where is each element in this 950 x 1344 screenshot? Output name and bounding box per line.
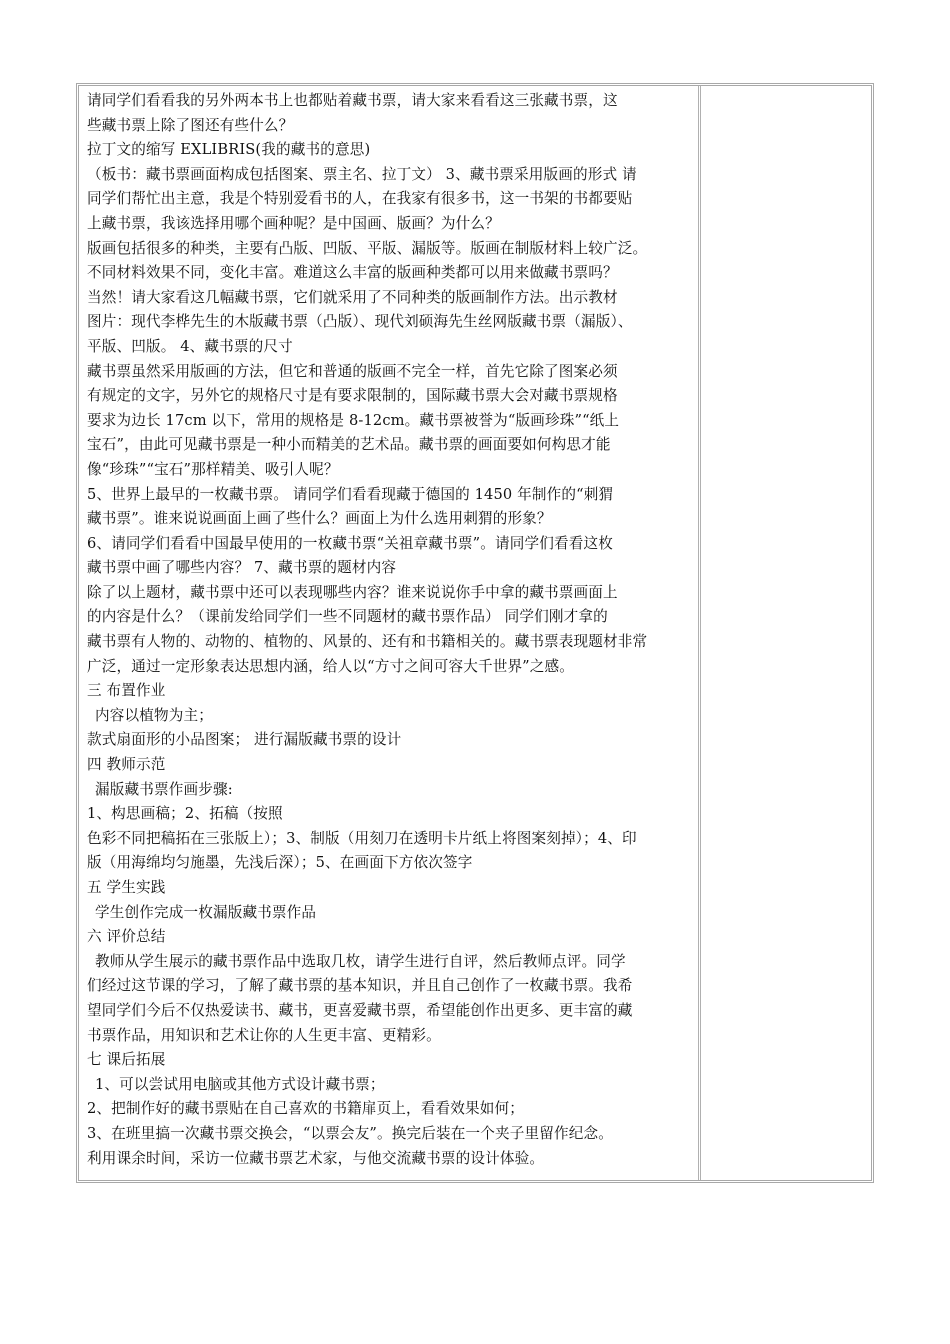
notes-cell <box>704 89 868 1177</box>
text-line: 藏书票中画了哪些内容？ 7、藏书票的题材内容 <box>87 559 397 577</box>
text-line: 不同材料效果不同，变化丰富。难道这么丰富的版画种类都可以用来做藏书票吗？ <box>87 264 618 282</box>
text-line: 款式扇面形的小品图案； 进行漏版藏书票的设计 <box>87 731 402 749</box>
text-line: 内容以植物为主； <box>95 706 213 724</box>
text-line: 藏书票”。谁来说说画面上画了些什么？画面上为什么选用刺猬的形象？ <box>87 510 552 528</box>
text-line: 要求为边长 17cm 以下，常用的规格是 8-12cm。藏书票被誉为“版画珍珠”“纸上 <box>87 411 620 429</box>
text-line: 学生创作完成一枚漏版藏书票作品 <box>95 903 317 921</box>
text-line: 6、请同学们看看中国最早使用的一枚藏书票“关祖章藏书票”。请同学们看看这枚 <box>87 534 613 552</box>
lesson-table <box>76 83 874 1183</box>
text-line: 1、构思画稿；2、拓稿（按照 <box>87 805 283 823</box>
text-line: 请同学们看看我的另外两本书上也都贴着藏书票，请大家来看看这三张藏书票，这 <box>87 92 618 109</box>
text-line: 六 评价总结 <box>87 928 166 946</box>
text-line: 版画包括很多的种类，主要有凸版、凹版、平版、漏版等。版画在制版材料上较广泛。 <box>87 239 648 257</box>
text-line: 教师从学生展示的藏书票作品中选取几枚，请学生进行自评，然后教师点评。同学 <box>95 952 626 970</box>
column-divider <box>698 86 701 1180</box>
text-line: 藏书票虽然采用版画的方法，但它和普通的版画不完全一样，首先它除了图案必须 <box>87 362 618 380</box>
text-line: 三 布置作业 <box>87 682 166 700</box>
text-line: 七 课后拓展 <box>87 1051 166 1069</box>
text-line: 拉丁文的缩写 EXLIBRIS(我的藏书的意思) <box>87 141 371 159</box>
text-line: 当然！请大家看这几幅藏书票，它们就采用了不同种类的版画制作方法。出示教材 <box>87 288 618 306</box>
text-line: 1、可以尝试用电脑或其他方式设计藏书票； <box>95 1075 385 1093</box>
text-line: 版（用海绵均匀施墨，先浅后深）；5、在画面下方依次签字 <box>87 854 473 872</box>
lesson-content-cell <box>87 89 689 1171</box>
text-line: 宝石”，由此可见藏书票是一种小而精美的艺术品。藏书票的画面要如何构思才能 <box>87 436 611 454</box>
text-line: 藏书票有人物的、动物的、植物的、风景的、还有和书籍相关的。藏书票表现题材非常 <box>87 633 648 651</box>
text-line: 色彩不同把稿拓在三张版上）；3、制版（用刻刀在透明卡片纸上将图案刻掉）；4、印 <box>87 829 637 847</box>
text-line: 除了以上题材，藏书票中还可以表现哪些内容？谁来说说你手中拿的藏书票画面上 <box>87 583 618 601</box>
text-line: 望同学们今后不仅热爱读书、藏书，更喜爱藏书票，希望能创作出更多、更丰富的藏 <box>87 1001 633 1019</box>
text-line: 们经过这节课的学习，了解了藏书票的基本知识，并且自己创作了一枚藏书票。我希 <box>87 977 633 995</box>
text-line: 上藏书票，我该选择用哪个画种呢？是中国画、版画？为什么？ <box>87 214 500 232</box>
text-line: 漏版藏书票作画步骤: <box>95 780 233 798</box>
text-line: 利用课余时间，采访一位藏书票艺术家，与他交流藏书票的设计体验。 <box>87 1149 545 1167</box>
text-line: 2、把制作好的藏书票贴在自己喜欢的书籍扉页上，看看效果如何； <box>87 1100 525 1118</box>
text-line: （板书：藏书票画面构成包括图案、票主名、拉丁文） 3、藏书票采用版画的形式 请 <box>87 165 637 183</box>
text-line: 像“珍珠”“宝石”那样精美、吸引人呢？ <box>87 460 339 478</box>
text-line: 广泛，通过一定形象表达思想内涵，给人以“方寸之间可容大千世界”之感。 <box>87 657 575 675</box>
text-line: 些藏书票上除了图还有些什么？ <box>87 116 294 134</box>
text-line: 四 教师示范 <box>87 756 166 774</box>
text-line: 有规定的文字，另外它的规格尺寸是有要求限制的，国际藏书票大会对藏书票规格 <box>87 387 618 405</box>
text-line: 五 学生实践 <box>87 879 166 896</box>
text-line: 的内容是什么？（课前发给同学们一些不同题材的藏书票作品） 同学们刚才拿的 <box>87 608 608 626</box>
text-line: 同学们帮忙出主意，我是个特别爱看书的人，在我家有很多书，这一书架的书都要贴 <box>87 190 633 208</box>
text-line: 3、在班里搞一次藏书票交换会，“以票会友”。换完后装在一个夹子里留作纪念。 <box>87 1124 613 1142</box>
text-line: 5、世界上最早的一枚藏书票。 请同学们看看现藏于德国的 1450 年制作的“刺猬 <box>87 485 614 503</box>
text-line: 平版、凹版。 4、藏书票的尺寸 <box>87 337 293 355</box>
text-line: 书票作品，用知识和艺术让你的人生更丰富、更精彩。 <box>87 1026 441 1044</box>
text-line: 图片：现代李桦先生的木版藏书票（凸版）、现代刘硕海先生丝网版藏书票（漏版）、 <box>87 313 633 331</box>
